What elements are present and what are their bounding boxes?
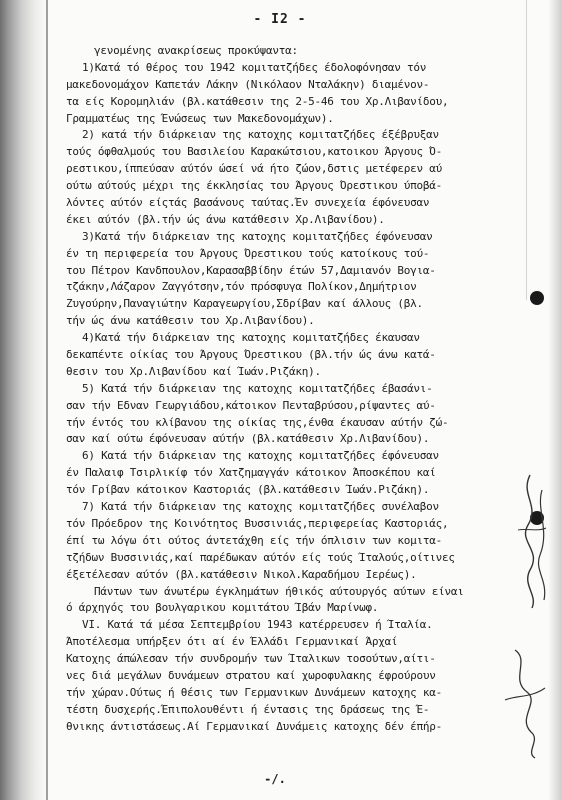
text-line: έν Παλαιφ Τσιρλικίφ τόν Χατζημαγγάν κάτοικον Άποσκέπου καί (66, 466, 436, 480)
text-line: γενομένης ανακρίσεως προκύψαντα: (94, 44, 298, 57)
text-line: Πάντων των άνωτέρω έγκλημάτων ήθικός αύτουργός αύτων είναι (94, 584, 464, 598)
text-line: τζήδων Βυσσινιάς,καί παρέδωκαν αύτόν είς τούς Ίταλούς,οίτινες (66, 550, 455, 564)
right-margin-fold (526, 0, 527, 300)
text-line: σαν τήν Εδναν Γεωργιάδου,κάτοικον Πενταβρύσου,ρίψαντες αύ- (66, 398, 436, 412)
text-line: τόν Πρόεδρον της Κοινότητος Βυσσινιάς,περιφερείας Καστοριάς, (66, 516, 449, 530)
text-line: τέστη δυσχερής.Έπιπολουθέντι ή έντασις της δράσεως της Έ- (66, 702, 430, 716)
margin-rule (46, 0, 48, 800)
text-line: Κατοχης άπώλεσαν τήν συνδρομήν των Ίταλικων τοσούτων,αίτι- (66, 652, 436, 666)
text-line: έν τη περιφερεία του Άργους Όρεστικου τούς κατοίκους τού- (66, 246, 430, 260)
continuation-mark: -/. (264, 772, 286, 786)
text-line: 5) Κατά τήν διάρκειαν της κατοχης κομιτατζήδες έβασάνι- (82, 381, 433, 395)
text-line: θνικης άντιστάσεως.Αί Γερμανικαί Δυνάμεις κατοχης δέν έπήρ- (66, 719, 442, 733)
text-line: έπί τω λόγω ότι ούτος άντετάχθη είς τήν όπλισιν των κομιτα- (66, 533, 442, 547)
typed-body-text (66, 43, 500, 736)
text-line: έξετέλεσαν αύτόν (βλ.κατάθεσιν Νικολ.Καραδήμου Ιερέως). (66, 567, 417, 581)
text-line: τόν Γρίβαν κάτοικον Καστοριάς (βλ.κατάθεσιν Ίωάν.Ριζάκη). (66, 483, 430, 497)
text-line: VI. Κατά τά μέσα Σεπτεμβρίου 1943 κατέρρευσεν ή Ίταλία. (82, 618, 433, 632)
handwritten-initials (495, 640, 555, 760)
text-line: έκει αύτόν (βλ.τήν ώς άνω κατάθεσιν Χρ.Λιβανίδου). (66, 212, 385, 226)
text-line: λόντες αύτόν είςτάς βασάνους ταύτας.Έν συνεχεία έφόνευσαν (66, 196, 430, 210)
text-line: τούς όφθαλμούς του Βασιλείου Καρακώτσιου,κατοικου Άργους Ό- (66, 145, 442, 159)
scanned-left-edge (0, 0, 48, 800)
text-line: τήν χώραν.Ούτως ή θέσις των Γερμανικων Δυνάμεων κατοχης κα- (66, 685, 442, 699)
text-line: μακεδονομάχον Καπετάν Λάκην (Νικόλαον Νταλάκην) διαμένον- (66, 77, 430, 91)
text-line: δεκαπέντε οίκίας του Άργους Όρεστικου (βλ.τήν ώς άνω κατά- (66, 348, 436, 362)
text-line: σαν καί ούτω έφόνευσαν αύτήν (βλ.κατάθεσιν Χρ.Λιβανίδου). (66, 432, 430, 446)
text-line: Ζυγούρην,Παναγιώτην Καραγεωργίου,Σδρίβαν καί άλλους (βλ. (66, 297, 423, 311)
text-line: ρεστικου,ίππεύσαν αύτόν ώσεί νά ήτο ζώον,δστις μετέφερεν αύ (66, 162, 442, 176)
text-line: 7) Κατά τήν διάρκειαν της κατοχης κομιτατζήδες συνέλαβον (82, 500, 439, 514)
page-number: - I2 - (253, 12, 307, 27)
text-line: Άποτέλεσμα υπήρξεν ότι αί έν Έλλάδι Γερμανικαί Άρχαί (66, 635, 398, 649)
text-line: τήν ώς άνω κατάθεσιν του Χρ.Λιβανίδου). (66, 314, 315, 328)
text-line: 6) Κατά τήν διάρκειαν της κατοχης κομιτατζήδες έφόνευσαν (82, 449, 439, 463)
text-line: 1)Κατά τό θέρος του 1942 κομιτατζήδες έδολοφόνησαν τόν (82, 60, 427, 74)
text-line: 3)Κατά τήν διάρκειαν της κατοχης κομιτατζήδες έφόνευσαν (82, 229, 433, 243)
text-line: ούτω αύτούς μέχρι της έκκλησίας του Άργους Όρεστικου ύποβά- (66, 179, 442, 193)
text-line: 4)Κατά τήν διάρκειαν της κατοχης κομιτατζήδες έκαυσαν (82, 331, 420, 345)
text-line: τα είς Κορομηλιάν (βλ.κατάθεσιν της 2-5-46 του Χρ.Λιβανίδου, (66, 94, 449, 108)
handwritten-signature (500, 470, 560, 610)
text-line: Γραμματέως της Ένώσεως των Μακεδονομάχων). (66, 111, 334, 125)
punch-hole (530, 291, 544, 305)
text-line: τήν έντός του κλίβανου της οίκίας της,ένθα έκαυσαν αύτήν ζώ- (66, 415, 449, 429)
text-line: του Πέτρον Κανδπουλον,Καρασαββίδην έτών 57,Δαμιανόν Βογια- (66, 263, 436, 277)
text-line: ό άρχηγός του βουλγαρικου κομιτάτου Ίβάν Μαρίνωφ. (66, 601, 379, 615)
text-line: τζάκην,Λάζαρον Ζαγγότσην,τόν πρόσφυγα Πολίκον,Δημήτριον (66, 280, 417, 294)
text-line: νες διά μεγάλων δυνάμεων στρατου καί χωροφυλακης έφρούρουν (66, 668, 436, 682)
text-line: 2) κατά τήν διάρκειαν της κατοχης κομιτατζήδες έξέβρυξαν (82, 128, 439, 142)
text-line: θεσιν του Χρ.Λιβανίδου καί Ίωάν.Ριζάκη). (66, 364, 321, 378)
